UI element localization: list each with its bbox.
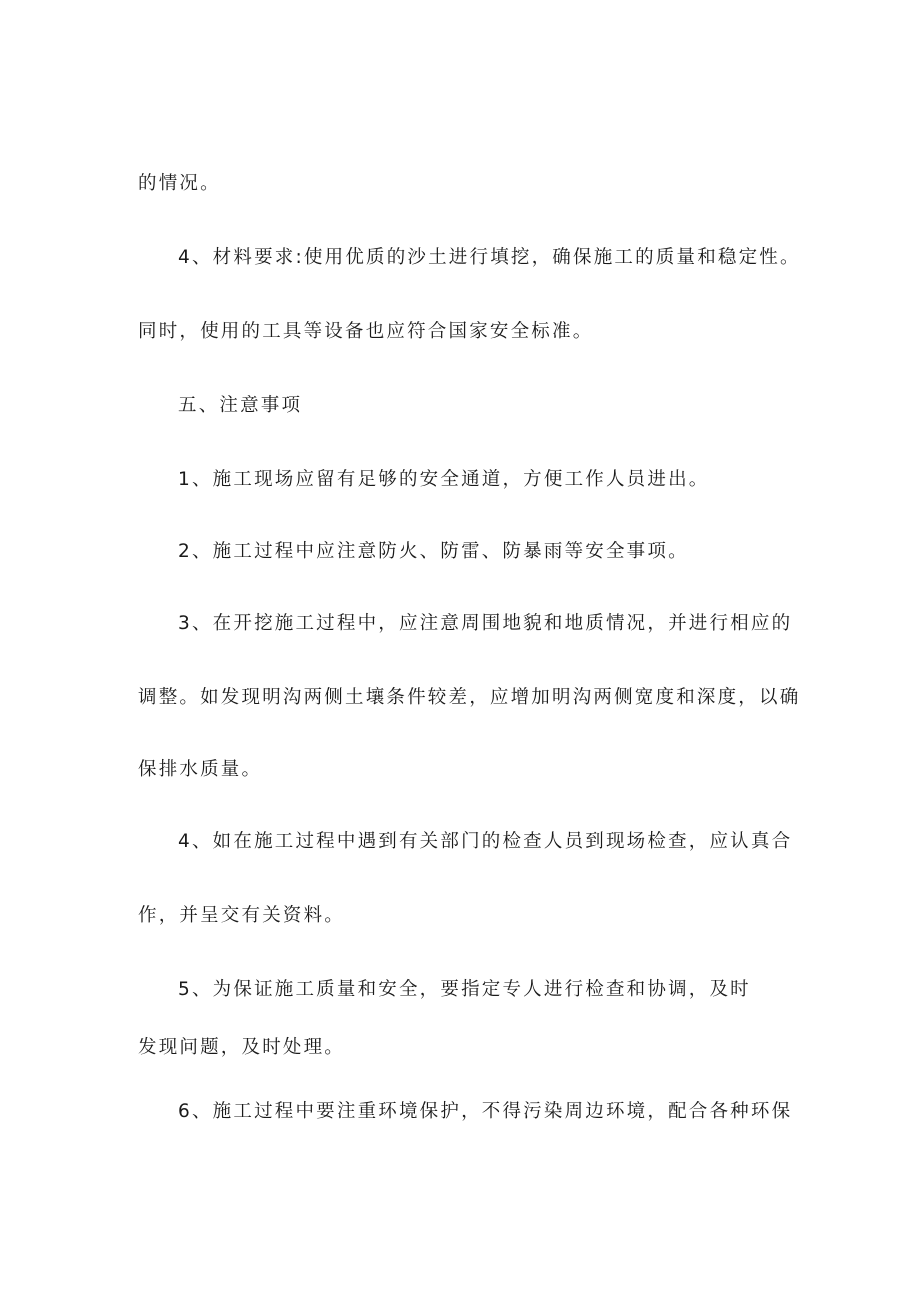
text-line-note-5-cont: 发现问题，及时处理。 — [138, 1037, 346, 1058]
text-line-note-3-cont-2: 保排水质量。 — [138, 759, 263, 780]
text-line-note-3: 3、在开挖施工过程中，应注意周围地貌和地质情况，并进行相应的 — [178, 613, 793, 634]
text-line-note-3-cont-1: 调整。如发现明沟两侧土壤条件较差，应增加明沟两侧宽度和深度，以确 — [138, 687, 801, 708]
text-line-note-4: 4、如在施工过程中遇到有关部门的检查人员到现场检查，应认真合 — [178, 831, 793, 852]
text-line-material-requirements-cont: 同时，使用的工具等设备也应符合国家安全标准。 — [138, 321, 594, 342]
text-line-note-1: 1、施工现场应留有足够的安全通道，方便工作人员进出。 — [178, 469, 710, 490]
text-line-note-4-cont: 作，并呈交有关资料。 — [138, 905, 346, 926]
text-line-note-5: 5、为保证施工质量和安全，要指定专人进行检查和协调，及时 — [178, 979, 751, 1000]
text-line-prev-continuation: 的情况。 — [138, 173, 221, 194]
text-line-note-2: 2、施工过程中应注意防火、防雷、防暴雨等安全事项。 — [178, 541, 689, 562]
text-line-note-6: 6、施工过程中要注重环境保护，不得污染周边环境，配合各种环保 — [178, 1101, 793, 1122]
text-line-material-requirements: 4、材料要求:使用优质的沙土进行填挖，确保施工的质量和稳定性。 — [178, 247, 801, 268]
section-heading-notes: 五、注意事项 — [178, 395, 303, 416]
